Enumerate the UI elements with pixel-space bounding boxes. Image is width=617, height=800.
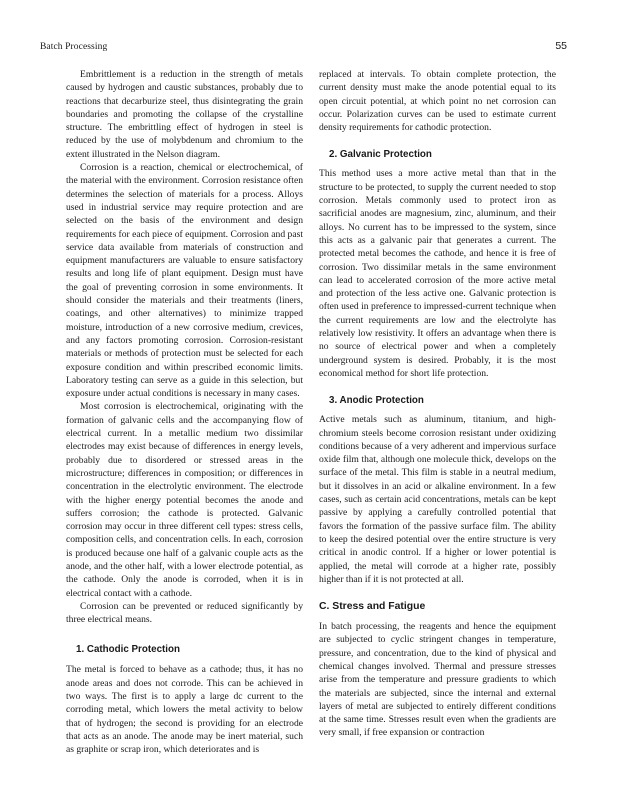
heading-galvanic-protection: 2. Galvanic Protection <box>329 149 432 161</box>
heading-cathodic-protection: 1. Cathodic Protection <box>76 644 180 656</box>
paragraph-embrittlement: Embrittlement is a reduction in the strength of metals caused by hydrogen and caustic substances, probably due to reactions that decarburize steel, thus disintegrating the grain boundaries and promoting the collapse of the crystalline structure. The embrittling effect of hydrogen in steel is reduced by the use of molybdenum and chromium to the extent illustrated in the Nelson diagram. <box>66 69 303 160</box>
running-header <box>40 40 567 52</box>
heading-anodic-protection: 3. Anodic Protection <box>329 395 424 407</box>
left-column <box>66 68 303 757</box>
paragraph-cathodic-continued: replaced at intervals. To obtain complete protection, the current density must make the anode potential equal to its open circuit potential, at which point no net corrosion can occur. Polarization curves can be used to estimate current density requirements for cathodic protection. <box>319 69 556 134</box>
running-title: Batch Processing <box>40 42 108 52</box>
paragraph-galvanic-protection: This method uses a more active metal than that in the structure to be protected, to supply the current needed to stop corrosion. Metals commonly used to protect iron as sacrificial anodes are magnesium, zinc, aluminum, and their alloys. No current has to be impressed to the system, since this acts as a galvanic pair that generates a current. The protected metal becomes the cathode, and hence it is free of corrosion. Two dissimilar metals in the same environment can lead to accelerated corrosion of the more active metal and protection of the less active one. Galvanic protection is often used in preference to impressed-current technique when the current requirements are low and the electrolyte has relatively low resistivity. It offers an advantage when there is no source of electrical power and when a completely underground system is desired. Probably, it is the most economical method for short life protection. <box>319 168 556 379</box>
paragraph-corrosion-definition: Corrosion is a reaction, chemical or electrochemical, of the material with the environment. Corrosion resistance often determines the selection of materials for a process. Alloys used in industrial service may require protection and are selected on the basis of the environment and design requirements for each piece of equipment. Corrosion and past service data available from materials of construction and equipment manufacturers are valuable to ensure satisfactory results and long life of plant equipment. Design must have the goal of preventing corrosion in some environments. It should consider the materials and their treatments (liners, coatings, and other alternatives) to minimize trapped moisture, introduction of a new corrosive medium, crevices, and any factors promoting corrosion. Corrosion-resistant materials or methods of protection must be selected for each exposure condition and within prescribed economic limits. Laboratory testing can serve as a guide in this selection, but exposure under actual conditions is necessary in many cases. <box>66 162 303 400</box>
paragraph-stress-and-fatigue: In batch processing, the reagents and hence the equipment are subjected to cyclic stringent changes in temperature, pressure, and concentration, due to the kind of physical and chemical changes involved. Thermal and pressure stresses arise from the temperature and pressure gradients to which the materials are subjected, since the internal and external layers of metal are subjected to entirely different conditions at the same time. Stresses result even when the gradients are very small, if free expansion or contraction <box>319 621 556 739</box>
heading-stress-and-fatigue: C. Stress and Fatigue <box>319 601 426 613</box>
paragraph-prevention-means: Corrosion can be prevented or reduced significantly by three electrical means. <box>66 600 303 626</box>
paragraph-electrochemical-corrosion: Most corrosion is electrochemical, originating with the formation of galvanic cells and the accompanying flow of electrical current. In a metallic medium two dissimilar electrodes may exist because of differences in energy levels, probably due to disordered or stressed areas in the microstructure; differences in composition; or differences in concentration in the electrolytic environment. The electrode with the higher energy potential becomes the anode and suffers corrosion; the cathode is protected. Galvanic corrosion may occur in three different cell types: stress cells, composition cells, and concentration cells. In each, corrosion is produced because one half of a galvanic couple acts as the anode, and the other half, with a lower electrode potential, as the cathode. Only the anode is corroded, when it is in electrical contact with a cathode. <box>66 401 303 599</box>
paragraph-cathodic-protection: The metal is forced to behave as a cathode; thus, it has no anode areas and does not corrode. This can be achieved in two ways. The first is to apply a large dc current to the corroding metal, which lowers the metal activity to below that of hydrogen; the second is providing for an electrode that acts as an anode. The anode may be inert material, such as graphite or scrap iron, which deteriorates and is <box>66 664 303 756</box>
page-number: 55 <box>555 40 567 52</box>
right-column <box>319 68 556 740</box>
paragraph-anodic-protection: Active metals such as aluminum, titanium, and high-chromium steels become corrosion resistant under oxidizing conditions because of a very adherent and impervious surface oxide film that, although one molecule thick, develops on the surface of the metal. This film is stable in a neutral medium, but it dissolves in an acid or alkaline environment. In a few cases, such as certain acid concentrations, metals can be kept passive by applying a carefully controlled potential that favors the formation of the passive surface film. The ability to keep the desired potential over the entire structure is very critical in anodic control. If a higher or lower potential is applied, the metal will corrode at a higher rate, possibly higher than if it is not protected at all. <box>319 414 556 585</box>
